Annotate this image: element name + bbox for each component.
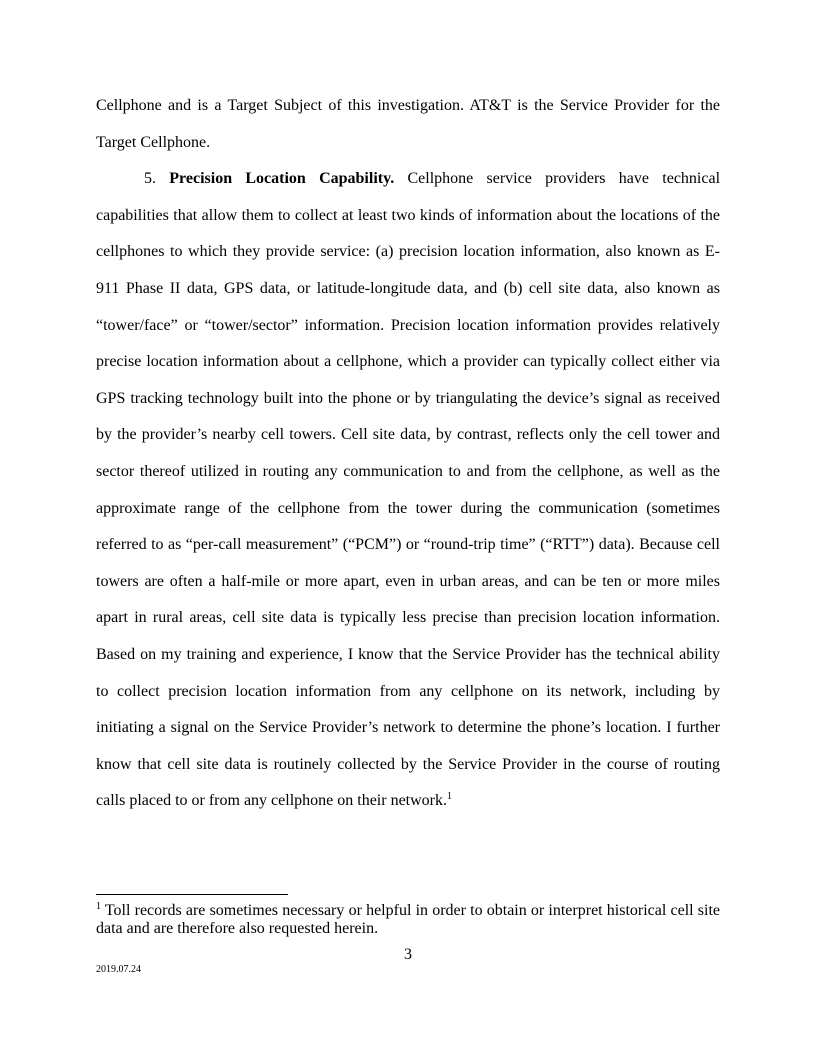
footnote-text: Toll records are sometimes necessary or helpful in order to obtain or interpret historical cell site data and are therefore also requested herein. <box>96 902 720 938</box>
body-text <box>96 88 720 820</box>
footnote-divider <box>96 894 288 895</box>
paragraph-5 <box>96 161 720 820</box>
footnote-marker: 1 <box>96 901 101 912</box>
paragraph-number: 5. <box>144 170 156 188</box>
page-number: 3 <box>404 946 412 963</box>
footnote-reference[interactable]: 1 <box>447 791 452 803</box>
paragraph-text: Cellphone service providers have technical capabilities that allow them to collect at least two kinds of information about the locations of the cellphones to which they provide service: (a) precision location information, also known as E-911 Phase II data, GPS data, or latitude-longitude data, and (b) cell site data, also known as “tower/face” or “tower/sector” information. Precision location information provides relatively precise location information about a cellphone, which a provider can typically collect either via GPS tracking technology built into the phone or by triangulating the device’s signal as received by the provider’s nearby cell towers. Cell site data, by contrast, reflects only the cell tower and sector thereof utilized in routing any communication to and from the cellphone, as well as the approximate range of the cellphone from the tower during the communication (sometimes referred to as “per-call measurement” (“PCM”) or “round-trip time” (“RTT”) data). Because cell towers are often a half-mile or more apart, even in urban areas, and can be ten or more miles apart in rural areas, cell site data is typically less precise than precision location information. Based on my training and experience, I know that the Service Provider has the technical ability to collect precision location information from any cellphone on its network, including by initiating a signal on the Service Provider’s network to determine the phone’s location. I further know that cell site data is routinely collected by the Service Provider in the course of routing calls placed to or from any cellphone on their network. <box>96 170 721 810</box>
paragraph-heading: Precision Location Capability. <box>169 170 395 188</box>
footnote <box>96 902 720 939</box>
continuation-paragraph: Cellphone and is a Target Subject of this investigation. AT&T is the Service Provider for the Target Cellphone. <box>96 97 720 151</box>
document-date-code: 2019.07.24 <box>96 964 141 975</box>
